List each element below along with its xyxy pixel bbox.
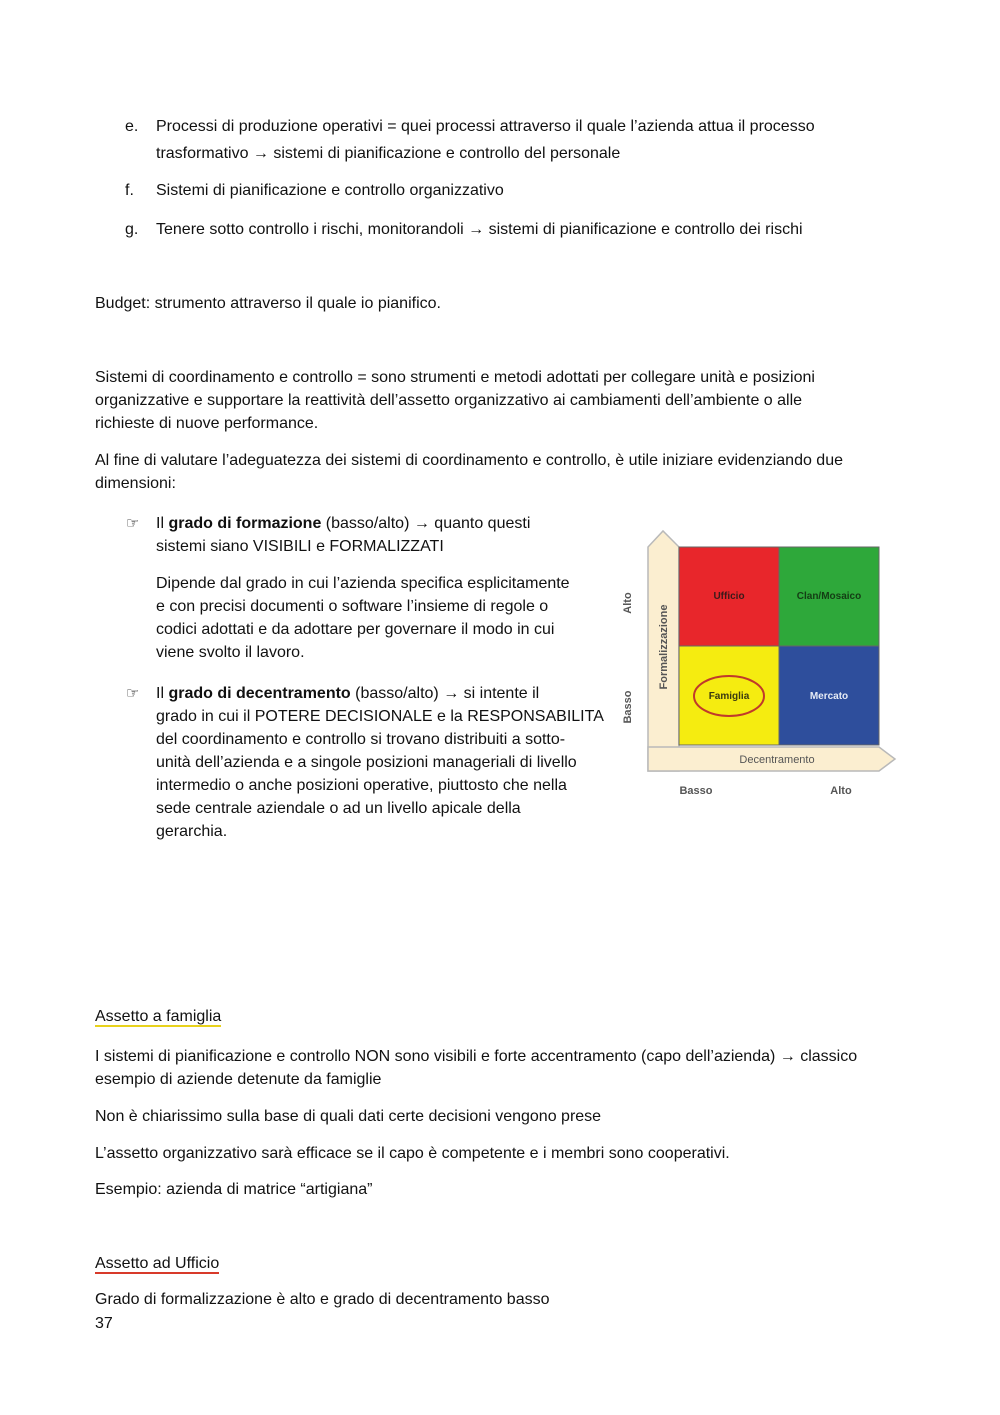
famiglia-p3: L’assetto organizzativo sarà efficace se il capo è competente e i membri sono cooperativi. [95, 1145, 730, 1162]
famiglia-p1-line1: I sistemi di pianificazione e controllo NON sono visibili e forte accentramento (capo dell’azienda) → classico [95, 1048, 858, 1065]
sistemi-paragraph-line2: organizzative e supportare la reattività dell’assetto organizzativo ai cambiamenti dell’ambiente o alle [95, 392, 803, 409]
famiglia-p1-line2: esempio di aziende detenute da famiglie [95, 1071, 382, 1088]
valutare-paragraph-line2: dimensioni: [95, 475, 176, 492]
y-axis-label: Formalizzazione [658, 604, 670, 690]
bullet2-bold: grado di decentramento [168, 685, 351, 702]
bullet1-desc-line4: viene svolto il lavoro. [156, 644, 305, 661]
pointing-hand-icon: ☞ [126, 684, 140, 702]
bullet1-desc-line1: Dipende dal grado in cui l’azienda specifica esplicitamente [156, 575, 570, 592]
bullet1-line2: sistemi siano VISIBILI e FORMALIZZATI [156, 538, 444, 555]
label-clan-mosaico: Clan/Mosaico [796, 591, 862, 602]
famiglia-p2: Non è chiarissimo sulla base di quali dati certe decisioni vengono prese [95, 1108, 602, 1125]
list-item-f: Sistemi di pianificazione e controllo organizzativo [156, 182, 504, 199]
list-marker-g: g. [125, 221, 139, 238]
bullet2-line3: del coordinamento e controllo si trovano distribuiti a sotto- [156, 731, 566, 748]
page-number: 37 [95, 1315, 113, 1332]
bullet1-line1: Il grado di formazione (basso/alto) → quanto questi [156, 515, 531, 532]
pointing-hand-icon: ☞ [126, 514, 140, 532]
bullet2-line5: intermedio o anche posizioni operative, piuttosto che nella [156, 777, 567, 794]
bullet1-desc-line3: codici adottati e da adottare per governare il modo in cui [156, 621, 555, 638]
famiglia-heading: Assetto a famiglia [95, 1008, 222, 1025]
bullet1-bold: grado di formazione [168, 515, 322, 532]
bullet2-line1: Il grado di decentramento (basso/alto) → si intente il [156, 685, 540, 702]
list-item-g: Tenere sotto controllo i rischi, monitorandoli → sistemi di pianificazione e controllo dei rischi [156, 221, 803, 238]
ufficio-p1: Grado di formalizzazione è alto e grado di decentramento basso [95, 1291, 550, 1308]
label-ufficio: Ufficio [713, 591, 745, 602]
bullet2-line2: grado in cui il POTERE DECISIONALE e la RESPONSABILITA [156, 708, 604, 725]
y-low-label: Basso [622, 690, 634, 724]
famiglia-p4: Esempio: azienda di matrice “artigiana” [95, 1181, 373, 1198]
sistemi-paragraph-line3: richieste di nuove performance. [95, 415, 319, 432]
sistemi-paragraph-line1: Sistemi di coordinamento e controllo = sono strumenti e metodi adottati per collegare unità e posizioni [95, 369, 815, 386]
ufficio-heading: Assetto ad Ufficio [95, 1255, 220, 1272]
list-marker-e: e. [125, 118, 139, 135]
list-item-e-line1: Processi di produzione operativi = quei processi attraverso il quale l’azienda attua il processo [156, 118, 815, 135]
x-low-label: Basso [679, 785, 713, 797]
bullet2-line7: gerarchia. [156, 823, 228, 840]
budget-paragraph: Budget: strumento attraverso il quale io pianifico. [95, 295, 441, 312]
label-famiglia: Famiglia [708, 691, 750, 702]
formalization-decentralization-matrix [615, 525, 905, 805]
x-axis-label: Decentramento [739, 754, 815, 766]
label-mercato: Mercato [809, 691, 849, 702]
bullet1-desc-line2: e con precisi documenti o software l’insieme di regole o [156, 598, 549, 615]
list-item-e-line2: trasformativo → sistemi di pianificazione e controllo del personale [156, 145, 621, 162]
y-high-label: Alto [622, 592, 634, 614]
x-high-label: Alto [830, 785, 852, 797]
bullet2-line4: unità dell’azienda e a singole posizioni manageriali di livello [156, 754, 577, 771]
list-marker-f: f. [125, 182, 134, 199]
valutare-paragraph-line1: Al fine di valutare l’adeguatezza dei sistemi di coordinamento e controllo, è utile iniziare evidenziando due [95, 452, 843, 469]
bullet2-line6: sede centrale aziendale o ad un livello apicale della [156, 800, 521, 817]
